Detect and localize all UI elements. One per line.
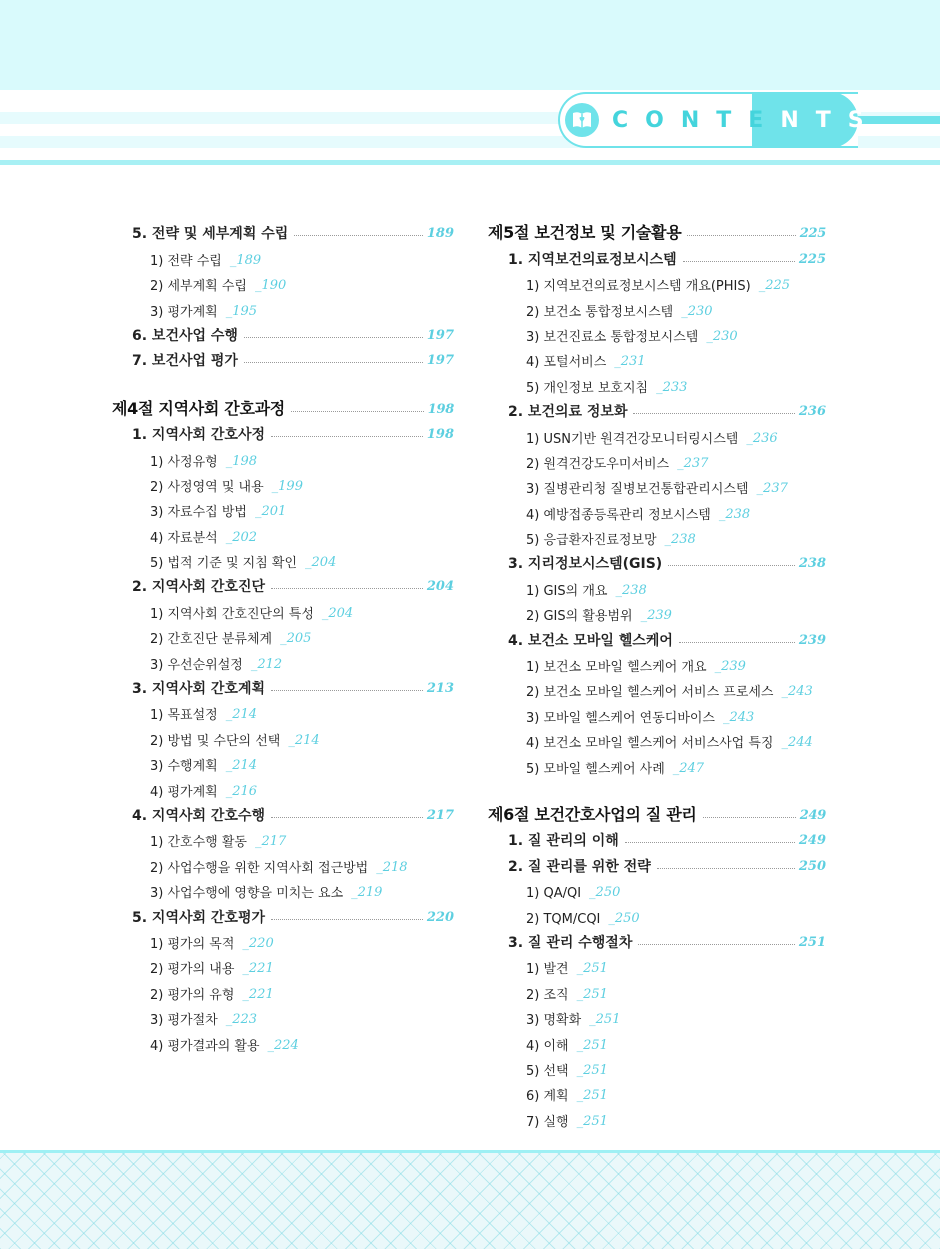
toc-page-number: _190	[254, 278, 287, 294]
toc-entry-title: 5. 전략 및 세부계획 수립	[132, 226, 289, 243]
toc-entry-title: 7) 실행	[526, 1114, 569, 1130]
toc-entry-title: 5) 법적 기준 및 지침 확인	[150, 556, 298, 572]
toc-entry-title: 제5절 보건정보 및 기술활용	[488, 223, 682, 243]
toc-page-number: 220	[426, 909, 454, 925]
toc-entry[interactable]	[112, 571, 454, 596]
toc-subentry[interactable]	[112, 596, 454, 621]
title-letter: O	[645, 108, 681, 133]
toc-page-number: _230	[706, 328, 738, 344]
title-letter: S	[847, 108, 881, 133]
toc-subentry[interactable]	[488, 901, 826, 926]
toc-subentry[interactable]	[112, 495, 454, 520]
toc-entry-title: 3) 우선순위설정	[150, 657, 243, 673]
toc-page-number: _195	[225, 303, 258, 319]
toc-entry-title: 1) QA/QI	[526, 886, 582, 902]
toc-page-number: 251	[798, 934, 826, 950]
toc-entry-title: 1) 전략 수립	[150, 253, 222, 269]
toc-entry-title: 5) 개인정보 보호지침	[526, 380, 649, 396]
toc-entry-title: 5) 응급환자진료정보망	[526, 533, 657, 549]
title-letter: N	[680, 108, 717, 133]
toc-subentry[interactable]	[488, 472, 826, 497]
toc-entry-title: 4) 평가결과의 활용	[150, 1038, 260, 1054]
dot-leader	[291, 411, 424, 412]
toc-entry-title: 2. 지역사회 간호진단	[132, 579, 265, 596]
toc-page-number: _251	[576, 961, 608, 977]
toc-page-number: 204	[426, 579, 454, 595]
toc-page-number: _219	[351, 885, 383, 901]
toc-page-number: _205	[280, 631, 312, 647]
toc-subentry[interactable]	[488, 675, 826, 700]
toc-page-number: _251	[576, 1113, 608, 1129]
toc-page-number: _212	[250, 656, 283, 672]
toc-entry-title: 6. 보건사업 수행	[132, 327, 238, 344]
toc-subentry[interactable]	[112, 977, 454, 1002]
toc-entry[interactable]	[112, 345, 454, 370]
toc-entry-title: 1. 지역보건의료정보시스템	[508, 251, 677, 268]
toc-entry-title: 3) 질병관리청 질병보건통합관리시스템	[526, 482, 749, 498]
toc-entry-title: 2) GIS의 활용범위	[526, 609, 633, 625]
toc-entry-title: 1) 평가의 목적	[150, 936, 235, 952]
toc-page-number: _238	[664, 532, 696, 548]
toc-subentry[interactable]	[488, 650, 826, 675]
toc-entry-title: 1) 사정유형	[150, 454, 218, 470]
toc-subentry[interactable]	[488, 1028, 826, 1053]
toc-page-number: _237	[677, 455, 709, 471]
toc-page-number: _214	[225, 758, 258, 774]
toc-page-number: _251	[576, 1062, 608, 1078]
toc-entry-title: 4) 보건소 모바일 헬스케어 서비스사업 특징	[526, 736, 774, 752]
toc-subentry[interactable]	[488, 370, 826, 395]
toc-subentry[interactable]	[112, 774, 454, 799]
toc-subentry[interactable]	[112, 470, 454, 495]
toc-subentry[interactable]	[488, 1079, 826, 1104]
toc-subentry[interactable]	[112, 622, 454, 647]
dot-leader	[271, 690, 423, 691]
toc-page-number: 236	[798, 404, 826, 420]
toc-entry[interactable]	[488, 396, 826, 421]
toc-entry-title: 5. 지역사회 간호평가	[132, 909, 265, 926]
toc-entry-title: 1) 보건소 모바일 헬스케어 개요	[526, 660, 707, 676]
toc-entry-title: 2) 사업수행을 위한 지역사회 접근방법	[150, 860, 369, 876]
toc-page-number: 217	[426, 807, 454, 823]
toc-subentry[interactable]	[488, 952, 826, 977]
toc-entry-title: 3) 평가계획	[150, 304, 218, 320]
toc-entry-title: 2) 사정영역 및 내용	[150, 479, 264, 495]
toc-page-number: _239	[714, 659, 746, 675]
toc-subentry[interactable]	[112, 850, 454, 875]
toc-page-number: _238	[615, 582, 647, 598]
dot-leader	[271, 919, 423, 920]
toc-page-number: _251	[576, 1088, 608, 1104]
toc-entry-title: 5) 선택	[526, 1063, 569, 1079]
toc-entry-title: 2) 조직	[526, 987, 569, 1003]
toc-entry-title: 2) 평가의 내용	[150, 962, 235, 978]
toc-page-number: 197	[426, 353, 454, 369]
toc-page-number: _250	[589, 885, 621, 901]
toc-page-number: _225	[758, 278, 791, 294]
toc-entry-title: 제6절 보건간호사업의 질 관리	[488, 804, 697, 824]
toc-subentry[interactable]	[488, 1003, 826, 1028]
toc-page-number: _214	[288, 732, 320, 748]
section-gap	[112, 370, 454, 393]
toc-entry[interactable]	[112, 901, 454, 926]
toc-page-number: _237	[756, 481, 788, 497]
toc-page-number: 197	[426, 327, 454, 343]
toc-section-heading[interactable]	[488, 218, 826, 243]
toc-entry-title: 1) 간호수행 활동	[150, 835, 247, 851]
toc-entry-title: 1) 발견	[526, 962, 569, 978]
toc-entry[interactable]	[488, 850, 826, 875]
toc-entry-title: 1) USN기반 원격건강모니터링시스템	[526, 431, 739, 447]
toc-subentry[interactable]	[112, 546, 454, 571]
toc-page-number: _198	[225, 453, 258, 469]
toc-entry[interactable]	[488, 624, 826, 649]
toc-page-number: 238	[798, 556, 826, 572]
toc-page-number: _243	[723, 709, 755, 725]
toc-page-number: _223	[225, 1012, 258, 1028]
toc-page-number: _214	[225, 707, 258, 723]
toc-subentry[interactable]	[488, 447, 826, 472]
toc-subentry[interactable]	[112, 243, 454, 268]
toc-entry-title: 1. 질 관리의 이해	[508, 833, 619, 850]
toc-subentry[interactable]	[488, 700, 826, 725]
footer-pattern	[0, 1150, 940, 1249]
toc-page-number: _218	[376, 859, 408, 875]
dot-leader	[668, 565, 795, 566]
toc-page-number: _247	[672, 760, 705, 776]
toc-entry-title: 1) GIS의 개요	[526, 583, 608, 599]
toc-subentry[interactable]	[488, 320, 826, 345]
toc-page-number: 249	[798, 833, 826, 849]
toc-entry-title: 2) 간호진단 분류체계	[150, 632, 273, 648]
toc-entry-title: 2) 세부계획 수립	[150, 279, 247, 295]
dot-leader	[683, 261, 795, 262]
toc-subentry[interactable]	[112, 1003, 454, 1028]
toc-entry-title: 4) 이해	[526, 1038, 569, 1054]
toc-page-number: 239	[798, 632, 826, 648]
toc-subentry[interactable]	[488, 294, 826, 319]
toc-entry-title: 2) 보건소 모바일 헬스케어 서비스 프로세스	[526, 685, 774, 701]
dot-leader	[244, 337, 423, 338]
toc-page-number: 225	[798, 251, 826, 267]
toc-entry-title: 3) 모바일 헬스케어 연동디바이스	[526, 710, 715, 726]
toc-subentry[interactable]	[488, 345, 826, 370]
toc-entry-title: 1) 지역사회 간호진단의 특성	[150, 606, 314, 622]
toc-page-number: _250	[608, 910, 640, 926]
dot-leader	[638, 944, 795, 945]
toc-entry[interactable]	[488, 243, 826, 268]
toc-entry-title: 5) 모바일 헬스케어 사례	[526, 761, 665, 777]
toc-page-number: 189	[426, 226, 454, 242]
toc-subentry[interactable]	[488, 421, 826, 446]
toc-subentry[interactable]	[488, 977, 826, 1002]
dot-leader	[271, 588, 423, 589]
toc-page-number: _244	[781, 735, 813, 751]
toc-page-number: 213	[426, 681, 454, 697]
title-letter: T	[815, 108, 848, 133]
toc-entry-title: 6) 계획	[526, 1089, 569, 1105]
toc-entry-title: 3) 자료수집 방법	[150, 505, 247, 521]
toc-page-number: 225	[799, 226, 826, 242]
toc-entry-title: 3. 지리정보시스템(GIS)	[508, 556, 663, 573]
dot-leader	[657, 868, 795, 869]
toc-page-number: _236	[746, 430, 778, 446]
toc-page-number: 198	[427, 401, 454, 417]
toc-entry-title: 3. 질 관리 수행절차	[508, 934, 633, 951]
toc-subentry[interactable]	[488, 573, 826, 598]
toc-entry-title: 4) 자료분석	[150, 530, 218, 546]
toc-entry-title: 2. 보건의료 정보화	[508, 404, 628, 421]
toc-subentry[interactable]	[112, 749, 454, 774]
toc-subentry[interactable]	[112, 269, 454, 294]
toc-entry[interactable]	[112, 320, 454, 345]
toc-entry-title: 3) 보건진료소 통합정보시스템	[526, 329, 699, 345]
toc-section-heading[interactable]	[112, 393, 454, 418]
toc-entry-title: 4) 포털서비스	[526, 355, 607, 371]
toc-subentry[interactable]	[112, 723, 454, 748]
toc-page-number: _233	[656, 379, 688, 395]
title-letter: C	[612, 108, 646, 133]
toc-page-number: _204	[305, 555, 337, 571]
toc-section-heading[interactable]	[488, 800, 826, 825]
toc-subentry[interactable]	[112, 444, 454, 469]
dot-leader	[271, 817, 423, 818]
toc-page-number: _224	[267, 1037, 299, 1053]
toc-subentry[interactable]	[488, 726, 826, 751]
toc-entry[interactable]	[488, 825, 826, 850]
toc-page-number: 198	[426, 427, 454, 443]
toc-entry-title: 3) 평가절차	[150, 1013, 218, 1029]
toc-page-number: _221	[242, 961, 274, 977]
toc-entry-title: 2) 방법 및 수단의 선택	[150, 733, 281, 749]
toc-entry[interactable]	[112, 673, 454, 698]
toc-page-number: _238	[718, 506, 751, 522]
toc-page-number: _251	[576, 986, 608, 1002]
page-title	[612, 104, 881, 138]
toc-page-number: _239	[640, 608, 672, 624]
toc-entry-title: 2. 질 관리를 위한 전략	[508, 858, 651, 875]
toc-page-number: _201	[254, 504, 287, 520]
toc-page-number: 249	[799, 807, 826, 823]
toc-page-number: _204	[321, 605, 354, 621]
dot-leader	[687, 235, 795, 236]
header-band	[0, 0, 940, 90]
toc-page-number: _189	[229, 252, 262, 268]
toc-page-number: 250	[798, 858, 826, 874]
toc-entry[interactable]	[488, 548, 826, 573]
toc-entry-title: 4. 보건소 모바일 헬스케어	[508, 632, 673, 649]
toc-page-number: _230	[681, 303, 713, 319]
dot-leader	[271, 436, 423, 437]
toc-page-number: _251	[589, 1012, 621, 1028]
toc-entry[interactable]	[488, 927, 826, 952]
toc-subentry[interactable]	[112, 647, 454, 672]
dot-leader	[625, 842, 795, 843]
dot-leader	[703, 817, 796, 818]
title-letter: T	[716, 108, 749, 133]
dot-leader	[244, 362, 423, 363]
toc-subentry[interactable]	[488, 523, 826, 548]
toc-entry-title: 3) 사업수행에 영향을 미치는 요소	[150, 886, 344, 902]
book-heart-icon	[565, 103, 599, 137]
toc-subentry[interactable]	[112, 520, 454, 545]
toc-entry-title: 4. 지역사회 간호수행	[132, 807, 265, 824]
toc-entry-title: 2) TQM/CQI	[526, 911, 601, 927]
section-gap	[488, 777, 826, 800]
title-letter: N	[780, 108, 816, 133]
toc-page-number: _217	[254, 834, 287, 850]
title-letter: E	[748, 108, 781, 133]
toc-entry-title: 4) 평가계획	[150, 784, 218, 800]
toc-subentry[interactable]	[488, 497, 826, 522]
toc-subentry[interactable]	[112, 698, 454, 723]
toc-subentry[interactable]	[488, 269, 826, 294]
toc-page-number: _221	[242, 986, 274, 1002]
toc-subentry[interactable]	[112, 1028, 454, 1053]
toc-entry[interactable]	[112, 218, 454, 243]
toc-page-number: _202	[225, 529, 258, 545]
toc-page-number: _231	[614, 354, 646, 370]
toc-subentry[interactable]	[488, 1104, 826, 1129]
toc-entry-title: 2) 원격건강도우미서비스	[526, 456, 670, 472]
toc-entry-title: 7. 보건사업 평가	[132, 353, 238, 370]
toc-entry-title: 2) 보건소 통합정보시스템	[526, 304, 674, 320]
dot-leader	[679, 642, 795, 643]
dot-leader	[294, 235, 423, 236]
toc-subentry[interactable]	[488, 599, 826, 624]
toc-entry-title: 1. 지역사회 간호사정	[132, 427, 265, 444]
toc-page-number: _199	[271, 478, 303, 494]
toc-column-right	[488, 218, 826, 1130]
dot-leader	[633, 413, 794, 414]
toc-entry-title: 1) 목표설정	[150, 708, 218, 724]
toc-page-number: _220	[242, 935, 274, 951]
toc-subentry[interactable]	[488, 1054, 826, 1079]
toc-page-number: _251	[576, 1037, 608, 1053]
toc-subentry[interactable]	[112, 952, 454, 977]
toc-subentry[interactable]	[112, 927, 454, 952]
toc-subentry[interactable]	[488, 751, 826, 776]
toc-subentry[interactable]	[488, 876, 826, 901]
toc-entry-title: 3. 지역사회 간호계획	[132, 681, 265, 698]
toc-entry-title: 2) 평가의 유형	[150, 987, 235, 1003]
toc-entry-title: 4) 예방접종등록관리 정보시스템	[526, 507, 711, 523]
toc-entry[interactable]	[112, 800, 454, 825]
toc-entry-title: 1) 지역보건의료정보시스템 개요(PHIS)	[526, 279, 751, 295]
toc-page-number: _216	[225, 783, 258, 799]
toc-entry-title: 제4절 지역사회 간호과정	[112, 398, 285, 418]
toc-subentry[interactable]	[112, 876, 454, 901]
toc-subentry[interactable]	[112, 825, 454, 850]
toc-page-number: _243	[781, 684, 813, 700]
toc-entry-title: 3) 명확화	[526, 1013, 582, 1029]
toc-entry[interactable]	[112, 419, 454, 444]
header-divider	[0, 160, 940, 165]
toc-subentry[interactable]	[112, 294, 454, 319]
toc-entry-title: 3) 수행계획	[150, 759, 218, 775]
toc-column-left	[112, 218, 454, 1054]
